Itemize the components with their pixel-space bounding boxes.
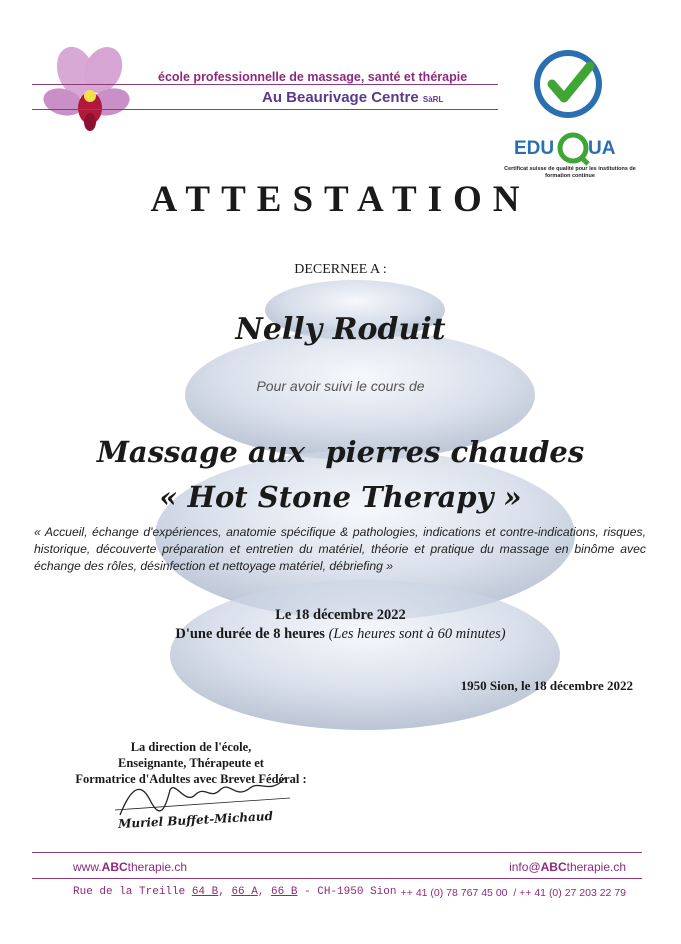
website-suffix: therapie.ch [127, 860, 188, 874]
footer-rule-top [32, 852, 642, 853]
postal-address: Rue de la Treille 64 B, 66 A, 66 B - CH-1950 Sion [73, 886, 397, 898]
course-title: Massage aux pierres chaudes [96, 435, 585, 469]
header-rule-top [32, 84, 498, 85]
address-number-1: 64 B [191, 886, 219, 898]
email-suffix: therapie.ch [566, 860, 626, 874]
eduqua-certificate-text: Certificat suisse de qualité pour les institutions de formation continue [504, 166, 636, 179]
recipient-name: Nelly Roduit [235, 312, 446, 347]
signatory-line3: Formatrice d'Adultes avec Brevet Fédéral : [75, 772, 307, 786]
course-date: Le 18 décembre 2022 [275, 607, 406, 623]
website-prefix: www. [73, 860, 102, 874]
course-intro: Pour avoir suivi le cours de [256, 378, 425, 394]
centre-name-text: Au Beaurivage Centre [262, 89, 419, 106]
place-and-date: 1950 Sion, le 18 décembre 2022 [460, 678, 633, 693]
duration-note: (Les heures sont à 60 minutes) [328, 626, 506, 642]
orchid-logo-icon [38, 40, 138, 140]
signatory-line2: Enseignante, Thérapeute et [118, 756, 264, 770]
signatory-line1: La direction de l'école, [130, 740, 252, 754]
header-rule-bottom [32, 109, 498, 110]
website-link[interactable] [73, 860, 187, 874]
eduqua-badge-icon [500, 36, 640, 186]
centre-name [262, 89, 443, 106]
phone-numbers: ++ 41 (0) 78 767 45 00 / ++ 41 (0) 27 203 22 79 [400, 887, 626, 899]
website-brand: ABC [101, 860, 128, 874]
footer-rule-bottom [32, 878, 642, 879]
centre-name-suffix: SàRL [422, 95, 444, 104]
certificate-title: ATTESTATION [150, 179, 531, 220]
email-prefix: info@ [509, 860, 541, 874]
awarded-to-label: DECERNEE A : [294, 262, 387, 277]
course-duration [0, 626, 681, 643]
eduqua-text-edu: EDU [514, 138, 555, 159]
signatory-name: Muriel Buffet-Michaud [117, 808, 274, 832]
course-subtitle: « Hot Stone Therapy » [159, 480, 522, 514]
email-brand: ABC [540, 860, 567, 874]
address-number-3: 66 B [271, 886, 298, 898]
course-description: « Accueil, échange d'expériences, anatomie spécifique & pathologies, indications et contre-indications, risques, historique, découverte préparation et entretien du matériel, théorie et pratique du massage en binôme avec échange des rôles, désinfection et nettoyage matériel, débriefing » [34, 525, 646, 573]
duration-text: D'une durée de 8 heures [175, 626, 325, 642]
eduqua-text-ua: UA [588, 138, 616, 159]
address-city: - CH-1950 Sion [297, 886, 397, 898]
address-street: Rue de la Treille [73, 886, 192, 898]
email-link[interactable] [509, 860, 626, 874]
address-number-2: 66 A [231, 886, 258, 898]
school-name: école professionnelle de massage, santé et thérapie [158, 70, 468, 84]
